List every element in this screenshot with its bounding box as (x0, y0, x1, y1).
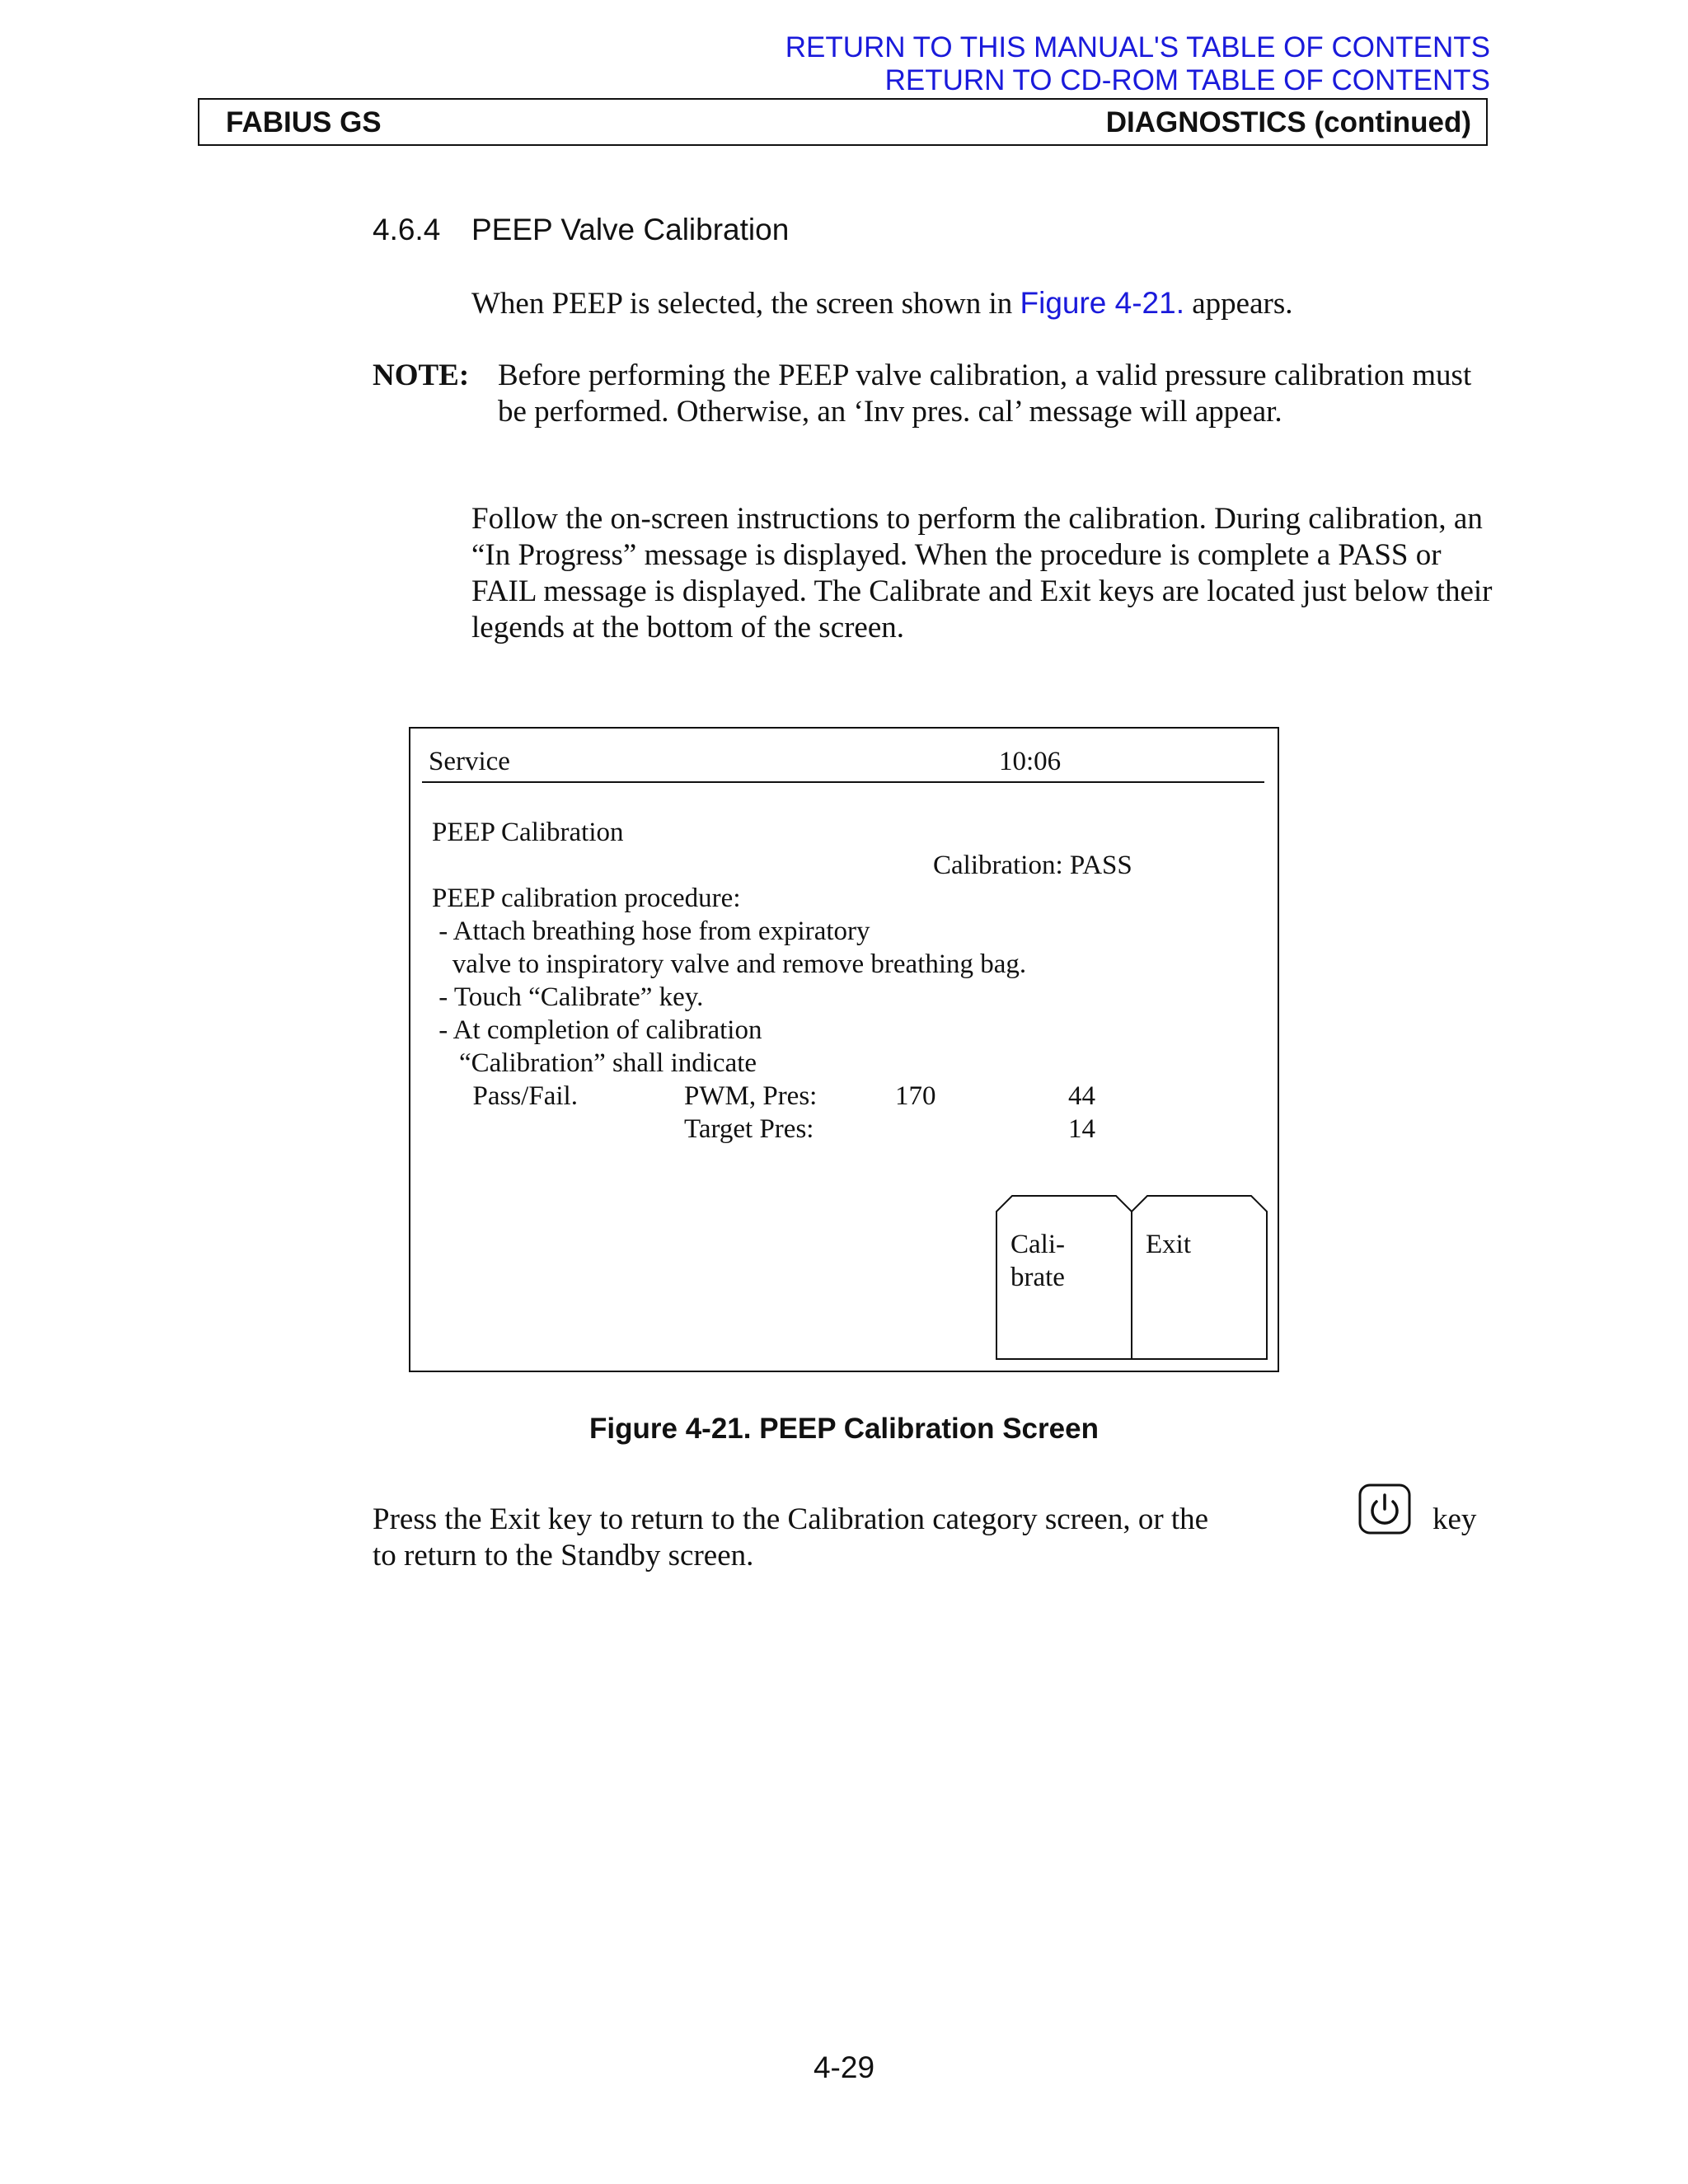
calibration-result: Calibration: PASS (933, 851, 1132, 880)
section-heading (373, 213, 789, 247)
note-text: Before performing the PEEP valve calibration, a valid pressure calibration must be performed. Otherwise, an ‘Inv pres. cal’ message will appear. (498, 359, 1472, 429)
closing-line-2: to return to the Standby screen. (373, 1539, 754, 1572)
procedure-step: - Attach breathing hose from expiratory (432, 916, 870, 946)
procedure-step: valve to inspiratory valve and remove breathing bag. (432, 949, 1027, 979)
header-section: DIAGNOSTICS (continued) (1105, 106, 1471, 138)
screen-time: 10:06 (999, 747, 1062, 776)
figure-caption: Figure 4-21. PEEP Calibration Screen (589, 1413, 1099, 1445)
screen-title: PEEP Calibration (432, 818, 624, 847)
procedure-step: - Touch “Calibrate” key. (432, 982, 704, 1012)
screen-divider (422, 781, 1264, 783)
intro-text-after: appears. (1184, 287, 1293, 321)
note-label: NOTE: (373, 359, 470, 392)
page-number: 4-29 (813, 2050, 875, 2084)
figure-ref-link[interactable]: Figure 4-21. (1020, 286, 1184, 320)
procedure-step: - At completion of calibration (432, 1015, 762, 1045)
power-icon (1358, 1483, 1411, 1535)
intro-paragraph (471, 285, 1293, 322)
pwm-value: 170 (895, 1081, 936, 1111)
closing-line-1: Press the Exit key to return to the Calibration category screen, or the (373, 1502, 1209, 1536)
header-product: FABIUS GS (226, 106, 382, 138)
exit-key-outline (1131, 1195, 1268, 1360)
screen-mode-label: Service (429, 747, 510, 776)
section-title: PEEP Valve Calibration (471, 213, 790, 246)
calibrate-key-label: Cali- brate (1010, 1230, 1065, 1292)
intro-text-before: When PEEP is selected, the screen shown in (471, 287, 1020, 321)
manual-toc-link[interactable]: RETURN TO THIS MANUAL'S TABLE OF CONTENTS (785, 31, 1490, 63)
pwm-pres-label: PWM, Pres: (684, 1081, 818, 1111)
pres-value: 44 (1068, 1081, 1095, 1111)
procedure-step: “Calibration” shall indicate (432, 1048, 757, 1078)
procedure-step: Pass/Fail. (432, 1081, 578, 1111)
calibrate-key[interactable] (996, 1195, 1132, 1360)
exit-key-label: Exit (1146, 1230, 1191, 1259)
section-number: 4.6.4 (373, 213, 441, 246)
target-pres-label: Target Pres: (684, 1114, 814, 1144)
peep-calibration-screen (409, 727, 1279, 1372)
closing-key-word: key (1432, 1502, 1477, 1536)
page-header (198, 98, 1488, 146)
procedure-heading: PEEP calibration procedure: (432, 883, 741, 913)
cdrom-toc-link[interactable]: RETURN TO CD-ROM TABLE OF CONTENTS (884, 64, 1490, 96)
instructions-paragraph: Follow the on-screen instructions to perform the calibration. During calibration, an “In Progress” message is displayed. When the procedure is complete a PASS or FAIL message is displayed. The Calibrate and Exit keys are located just below their legends at the bottom of the screen. (471, 502, 1493, 644)
target-pres-value: 14 (1068, 1114, 1095, 1144)
exit-key[interactable] (1131, 1195, 1268, 1360)
